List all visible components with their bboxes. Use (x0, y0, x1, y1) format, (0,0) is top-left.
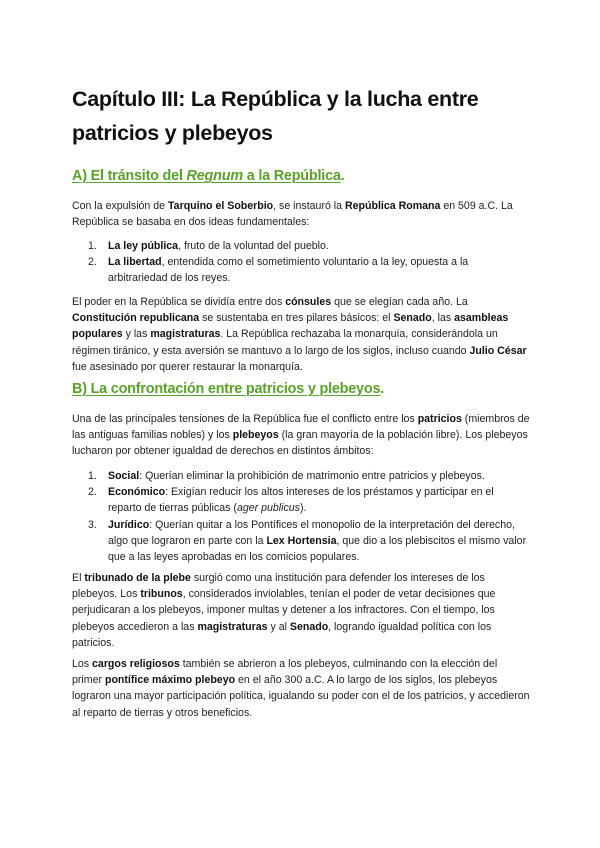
section-b-paragraph-1: Una de las principales tensiones de la República fue el conflicto entre los patricios (miembros de las antiguas familias nobles) y los plebeyos (la gran mayoría de la población libre). Los plebeyos lucharon por obtener igualdad de derechos en distintos ámbitos: (72, 413, 530, 458)
section-a-intro: Con la expulsión de Tarquino el Soberbio, se instauró la República Romana en 509 a.C. La República se basaba en dos ideas fundamentales: (72, 200, 513, 229)
chapter-title: Capítulo III: La República y la lucha entre patricios y plebeyos (72, 87, 479, 145)
ambitos-list (72, 468, 530, 565)
section-b-paragraph-2: El tribunado de la plebe surgió como una institución para defender los intereses de los plebeyos. Los tribunos, considerados inviolables, tenían el poder de vetar decisiones que perjudicaran a los plebeyos, imponer multas y detener a los infractores. Con el tiempo, los plebeyos accedieron a las magistraturas y al Senado, logrando igualdad política con los patricios. (72, 572, 496, 649)
ideas-list (72, 238, 530, 287)
section-b-paragraph-3: Los cargos religiosos también se abrieron a los plebeyos, culminando con la elección del primer pontífice máximo plebeyo en el año 300 a.C. A lo largo de los siglos, los plebeyos lograron una mayor participación política, igualando su poder con el de los patricios, y accedieron al reparto de tierras y otros beneficios. (72, 658, 530, 719)
list-item: 3. Jurídico: Querían quitar a los Pontífices el monopolio de la interpretación del derecho, algo que lograron en parte con la Lex Hortensia, que dio a los plebiscitos el mismo valor que a las leyes aprobadas en los comicios populares. (88, 518, 527, 564)
section-a-heading: A) El tránsito del Regnum a la República. (72, 168, 345, 184)
list-item: 1. La ley pública, fruto de la voluntad del pueblo. (88, 240, 329, 252)
list-item: 2. La libertad, entendida como el sometimiento voluntario a la ley, opuesta a la arbitrariedad de los reyes. (88, 256, 469, 285)
list-item: 2. Económico: Exigían reducir los altos intereses de los préstamos y participar en el reparto de tierras públicas (ager publicus). (88, 486, 494, 515)
section-b-heading: B) La confrontación entre patricios y plebeyos. (72, 381, 385, 397)
section-a-paragraph-2: El poder en la República se dividía entre dos cónsules que se elegían cada año. La Constitución republicana se sustentaba en tres pilares básicos: el Senado, las asambleas populares y las magistraturas. La República rechazaba la monarquía, considerándola un régimen tiránico, y esta aversión se mantuvo a lo largo de los siglos, incluso cuando Julio César fue asesinado por querer restaurar la monarquía. (72, 296, 527, 373)
list-item: 1. Social: Querían eliminar la prohibición de matrimonio entre patricios y plebeyos. (88, 470, 485, 482)
